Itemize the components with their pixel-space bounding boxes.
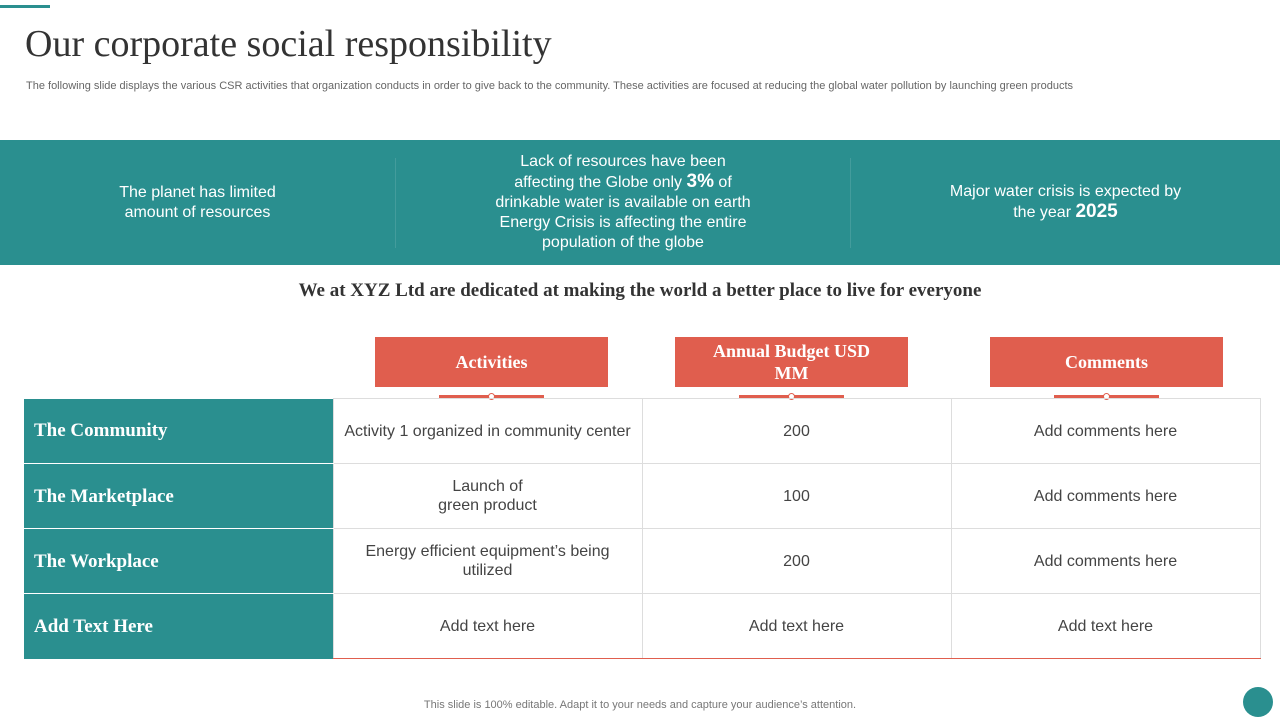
activity-cell: Activity 1 organized in community center [333, 399, 642, 464]
banner-cell-water-share [396, 140, 850, 265]
column-header-budget: Annual Budget USD MM [675, 337, 908, 387]
budget-cell: Add text here [642, 594, 951, 659]
comment-cell: Add comments here [951, 399, 1260, 464]
banner-text-resources: The planet has limited amount of resources [119, 183, 276, 221]
csr-table [24, 398, 1261, 659]
table-row [24, 594, 1260, 659]
comment-cell: Add comments here [951, 529, 1260, 594]
footer-note: This slide is 100% editable. Adapt it to your needs and capture your audience’s attention. [423, 699, 857, 711]
table-row [24, 529, 1260, 594]
top-accent-bar [0, 5, 50, 8]
row-label: The Community [24, 399, 333, 464]
comment-cell: Add text here [951, 594, 1260, 659]
budget-cell: 100 [642, 464, 951, 529]
banner-text-water-share [491, 152, 756, 253]
budget-cell: 200 [642, 529, 951, 594]
column-header-comments: Comments [990, 337, 1223, 387]
banner-cell-resources [0, 140, 395, 265]
comment-cell: Add comments here [951, 464, 1260, 529]
stat-highlight-percent: 3% [686, 171, 714, 192]
page-subtitle: The following slide displays the various CSR activities that organization conducts in order to give back to the community. These activities are focused at reducing the global water pollution by launching green products [26, 80, 1073, 92]
activity-cell [333, 464, 642, 529]
banner-text-part: Major water crisis is expected by the year [949, 183, 1182, 221]
table-row [24, 399, 1260, 464]
row-label: The Marketplace [24, 464, 333, 529]
stats-banner [0, 140, 1280, 265]
activity-cell: Add text here [333, 594, 642, 659]
column-header-activities: Activities [375, 337, 608, 387]
activity-cell: Energy efficient equipment’s being utilized [333, 529, 642, 594]
row-label: The Workplace [24, 529, 333, 594]
corner-circle-decoration [1243, 687, 1273, 717]
row-label: Add Text Here [24, 594, 333, 659]
table-row [24, 464, 1260, 529]
banner-text-water-crisis [946, 182, 1186, 223]
tagline: We at XYZ Ltd are dedicated at making the world a better place to live for everyone [298, 280, 982, 301]
banner-text-part: Lack of resources have been affecting the Globe only [514, 153, 726, 191]
banner-text-part: of drinkable water is available on earth Energy Crisis is affecting the entire population of the globe [495, 174, 751, 251]
budget-cell: 200 [642, 399, 951, 464]
page-title: Our corporate social responsibility [25, 23, 552, 65]
stat-highlight-year: 2025 [1075, 201, 1118, 222]
banner-cell-water-crisis [851, 140, 1280, 265]
activity-text: Launch of green product [438, 478, 537, 514]
